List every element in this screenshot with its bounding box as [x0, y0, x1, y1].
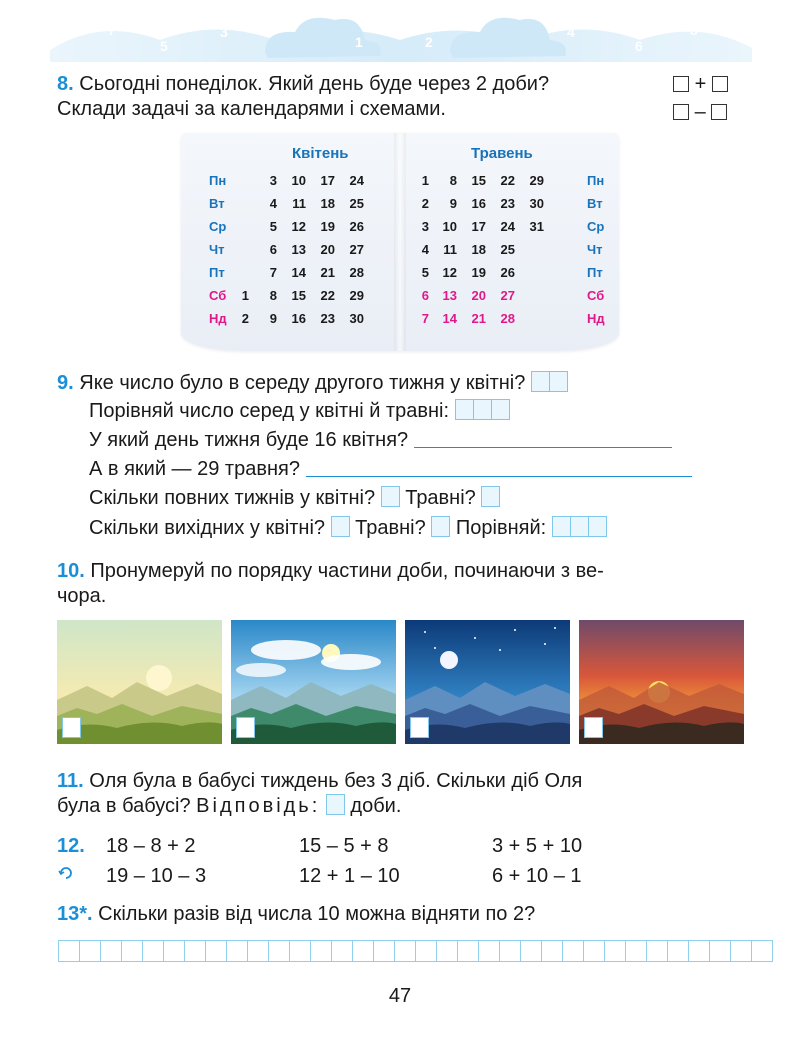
day-label: Пт [209, 265, 225, 280]
april-date: 22 [320, 288, 335, 303]
grid-cell[interactable] [121, 940, 143, 962]
grid-cell[interactable] [184, 940, 206, 962]
april-date: 28 [349, 265, 364, 280]
april-date: 15 [291, 288, 306, 303]
header-number: 2 [425, 34, 433, 50]
april-date: 17 [320, 173, 335, 188]
task13-text: Скільки разів від числа 10 можна відняти по 2? [98, 903, 536, 925]
grid-cell[interactable] [730, 940, 752, 962]
may-date: 15 [471, 173, 486, 188]
may-date: 9 [449, 196, 457, 211]
april-date: 6 [269, 242, 277, 257]
morning-picture [57, 620, 222, 744]
april-date: 1 [241, 288, 249, 303]
may-date: 22 [500, 173, 515, 188]
question-text: Травні? [405, 487, 476, 509]
april-date: 7 [269, 265, 277, 280]
header-number: 5 [160, 38, 168, 54]
answer-box[interactable] [491, 399, 510, 420]
day-label: Пн [587, 173, 605, 188]
task11-line1 [57, 769, 582, 793]
may-date: 10 [442, 219, 457, 234]
grid-cell[interactable] [142, 940, 164, 962]
calendar [181, 133, 619, 351]
task11-text: доби. [350, 795, 402, 817]
april-date: 4 [269, 196, 277, 211]
answer-box[interactable] [381, 486, 400, 507]
task-number: 8. [57, 73, 74, 95]
grid-cell[interactable] [688, 940, 710, 962]
night-picture [405, 620, 570, 744]
april-date: 23 [320, 311, 335, 326]
answer-box[interactable] [331, 516, 350, 537]
grid-cell[interactable] [520, 940, 542, 962]
grid-cell[interactable] [499, 940, 521, 962]
april-date: 26 [349, 219, 364, 234]
answer-box[interactable] [570, 516, 589, 537]
april-date: 8 [269, 288, 277, 303]
april-date: 19 [320, 219, 335, 234]
may-date: 17 [471, 219, 486, 234]
may-date: 6 [421, 288, 429, 303]
order-box[interactable] [62, 717, 81, 738]
calendar-fold [394, 133, 406, 351]
expression: 3 + 5 + 10 [492, 835, 583, 857]
expression: 6 + 10 – 1 [492, 865, 582, 887]
may-title: Травень [471, 145, 533, 162]
may-date: 25 [500, 242, 515, 257]
april-date: 14 [291, 265, 306, 280]
scheme-box[interactable] [673, 76, 689, 92]
grid-cell[interactable] [58, 940, 80, 962]
expression: 12 + 1 – 10 [299, 865, 400, 887]
grid-cell[interactable] [205, 940, 227, 962]
task-number: 12. [57, 835, 85, 857]
grid-cell[interactable] [247, 940, 269, 962]
answer-label: Відповідь: [196, 795, 321, 817]
may-date: 3 [421, 219, 429, 234]
grid-cell[interactable] [667, 940, 689, 962]
answer-grid[interactable] [58, 940, 772, 962]
day-label: Ср [587, 219, 605, 234]
may-date: 20 [471, 288, 486, 303]
order-box[interactable] [410, 717, 429, 738]
answer-box[interactable] [588, 516, 607, 537]
day-label: Пн [209, 173, 227, 188]
april-date: 3 [269, 173, 277, 188]
question-text: Травні? [355, 517, 426, 539]
day-picture [231, 620, 396, 744]
grid-cell[interactable] [268, 940, 290, 962]
may-date: 29 [529, 173, 544, 188]
grid-cell[interactable] [541, 940, 563, 962]
may-date: 26 [500, 265, 515, 280]
task11-text: Оля була в бабусі тиждень без 3 діб. Скільки діб Оля [89, 770, 583, 792]
may-date: 18 [471, 242, 486, 257]
day-label: Чт [209, 242, 225, 257]
question-text: Яке число було в середу другого тижня у квітні? [79, 372, 526, 394]
may-date: 12 [442, 265, 457, 280]
april-date: 27 [349, 242, 364, 257]
question-text: Порівняй число серед у квітні й травні: [89, 400, 449, 422]
task10-text: Пронумеруй по порядку частини доби, починаючи з ве- [90, 560, 604, 582]
expression: 19 – 10 – 3 [106, 865, 207, 887]
scheme-box[interactable] [673, 104, 689, 120]
task11-text: була в бабусі? [57, 795, 191, 817]
question-text: У який день тижня буде 16 квітня? [89, 429, 409, 451]
night-landscape-icon [405, 620, 570, 744]
task10-line1 [57, 559, 604, 583]
task9-q6 [89, 516, 607, 540]
task9-q4 [89, 457, 692, 481]
expression: 18 – 8 + 2 [106, 835, 196, 857]
page-number: 47 [388, 985, 412, 1007]
answer-box[interactable] [552, 516, 571, 537]
plus-sign: + [694, 73, 707, 95]
grid-cell[interactable] [646, 940, 668, 962]
header-number: 7 [108, 22, 116, 38]
answer-line[interactable] [306, 458, 692, 477]
may-date: 23 [500, 196, 515, 211]
answer-box[interactable] [431, 516, 450, 537]
task9-q3 [89, 428, 672, 452]
grid-cell[interactable] [457, 940, 479, 962]
april-date: 16 [291, 311, 306, 326]
april-date: 21 [320, 265, 335, 280]
may-date: 8 [449, 173, 457, 188]
day-label: Вт [209, 196, 225, 211]
answer-box[interactable] [481, 486, 500, 507]
grid-cell[interactable] [604, 940, 626, 962]
answer-line[interactable] [414, 429, 672, 448]
april-date: 30 [349, 311, 364, 326]
may-date: 7 [421, 311, 429, 326]
grid-cell[interactable] [394, 940, 416, 962]
task-number: 10. [57, 560, 85, 582]
april-date: 12 [291, 219, 306, 234]
plus-scheme [673, 72, 728, 96]
task9-q5 [89, 486, 500, 510]
grid-cell[interactable] [415, 940, 437, 962]
grid-cell[interactable] [331, 940, 353, 962]
morning-landscape-icon [57, 620, 222, 744]
header-numbers [40, 16, 760, 56]
answer-box[interactable] [549, 371, 568, 392]
repeat-icon [58, 865, 74, 886]
grid-cell[interactable] [163, 940, 185, 962]
may-date: 19 [471, 265, 486, 280]
may-date: 16 [471, 196, 486, 211]
day-label: Нд [587, 311, 605, 326]
may-date: 27 [500, 288, 515, 303]
grid-cell[interactable] [436, 940, 458, 962]
scheme-box[interactable] [712, 76, 728, 92]
grid-cell[interactable] [289, 940, 311, 962]
april-date: 2 [241, 311, 249, 326]
header-number: 0 [395, 18, 403, 34]
grid-cell[interactable] [226, 940, 248, 962]
may-date: 4 [421, 242, 429, 257]
grid-cell[interactable] [100, 940, 122, 962]
grid-cell[interactable] [751, 940, 773, 962]
day-label: Сб [209, 288, 227, 303]
header-number: 4 [567, 24, 575, 40]
header-number: 1 [355, 34, 363, 50]
task8-line2: Склади задачі за календарями і схемами. [57, 98, 446, 120]
order-box[interactable] [236, 717, 255, 738]
grid-cell[interactable] [79, 940, 101, 962]
order-box[interactable] [584, 717, 603, 738]
april-date: 29 [349, 288, 364, 303]
task-number: 11. [57, 770, 84, 792]
task9-q1 [57, 371, 568, 395]
question-text: Скільки вихідних у квітні? [89, 517, 326, 539]
april-title: Квітень [292, 145, 349, 162]
header-number: 8 [690, 22, 698, 38]
grid-cell[interactable] [310, 940, 332, 962]
task8-line1 [57, 72, 549, 96]
may-date: 2 [421, 196, 429, 211]
answer-box[interactable] [455, 399, 474, 420]
may-date: 28 [500, 311, 515, 326]
day-label: Пт [587, 265, 603, 280]
evening-picture [579, 620, 744, 744]
task11-line2 [57, 794, 401, 818]
day-label: Чт [587, 242, 603, 257]
day-label: Ср [209, 219, 227, 234]
task10-line2: чора. [57, 585, 107, 607]
april-date: 11 [292, 196, 306, 211]
task-number: 9. [57, 372, 74, 394]
april-date: 13 [291, 242, 306, 257]
evening-landscape-icon [579, 620, 744, 744]
answer-box[interactable] [326, 794, 345, 815]
may-date: 5 [421, 265, 429, 280]
april-date: 25 [349, 196, 364, 211]
may-date: 1 [421, 173, 429, 188]
task9-q2 [89, 399, 510, 423]
scheme-box[interactable] [711, 104, 727, 120]
may-date: 21 [471, 311, 486, 326]
day-label: Вт [587, 196, 603, 211]
may-date: 24 [500, 219, 515, 234]
may-date: 30 [529, 196, 544, 211]
april-date: 20 [320, 242, 335, 257]
day-label: Нд [209, 311, 227, 326]
may-date: 14 [442, 311, 457, 326]
day-label: Сб [587, 288, 605, 303]
may-date: 13 [442, 288, 457, 303]
task-number: 13*. [57, 903, 93, 925]
april-date: 24 [349, 173, 364, 188]
minus-scheme [673, 100, 727, 124]
grid-cell[interactable] [625, 940, 647, 962]
april-date: 10 [291, 173, 306, 188]
grid-cell[interactable] [583, 940, 605, 962]
april-date: 5 [269, 219, 277, 234]
grid-cell[interactable] [373, 940, 395, 962]
question-text: Порівняй: [455, 517, 547, 539]
april-date: 18 [320, 196, 335, 211]
minus-sign: – [694, 101, 706, 123]
may-date: 31 [529, 219, 544, 234]
header-number: 3 [220, 24, 228, 40]
may-date: 11 [443, 242, 457, 257]
header-number: 6 [635, 38, 643, 54]
day-landscape-icon [231, 620, 396, 744]
task8-text: Сьогодні понеділок. Який день буде через 2 доби? [79, 73, 550, 95]
answer-box[interactable] [531, 371, 550, 392]
grid-cell[interactable] [352, 940, 374, 962]
april-date: 9 [269, 311, 277, 326]
grid-cell[interactable] [562, 940, 584, 962]
question-text: Скільки повних тижнів у квітні? [89, 487, 376, 509]
expression: 15 – 5 + 8 [299, 835, 389, 857]
task13-line [57, 902, 535, 926]
grid-cell[interactable] [478, 940, 500, 962]
question-text: А в який — 29 травня? [89, 458, 300, 480]
grid-cell[interactable] [709, 940, 731, 962]
answer-box[interactable] [473, 399, 492, 420]
